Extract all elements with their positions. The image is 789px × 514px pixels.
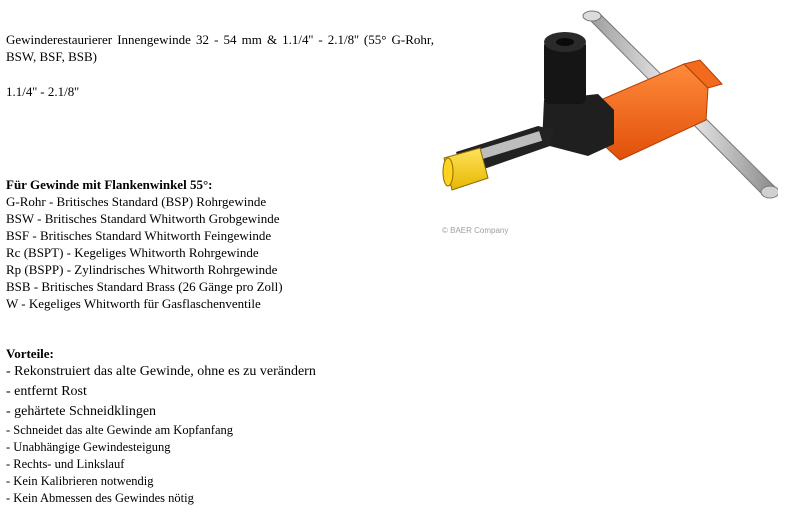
advantage-item: - Kein Abmessen des Gewindes nötig — [6, 491, 194, 505]
size-range: 1.1/4'' - 2.1/8'' — [6, 84, 79, 99]
thread-type-item: Rp (BSPP) - Zylindrisches Whitworth Rohrgewinde — [6, 262, 278, 277]
advantage-item: - Rekonstruiert das alte Gewinde, ohne es zu verändern — [6, 364, 316, 379]
advantage-item: - Schneidet das alte Gewinde am Kopfanfang — [6, 423, 234, 437]
image-copyright: © BAER Company — [442, 226, 509, 235]
advantage-item: - Unabhängige Gewindesteigung — [6, 440, 171, 454]
advantage-item: - Rechts- und Linkslauf — [6, 457, 125, 471]
advantage-item: - Kein Kalibrieren notwendig — [6, 474, 154, 488]
thread-type-item: G-Rohr - Britisches Standard (BSP) Rohrgewinde — [6, 194, 267, 209]
product-title: Gewinderestaurierer Innengewinde 32 - 54 mm & 1.1/4'' - 2.1/8'' (55° G-Rohr, BSW, BSF, BSB) — [6, 32, 434, 64]
thread-types-heading: Für Gewinde mit Flankenwinkel 55°: — [6, 177, 213, 192]
thread-type-item: Rc (BSPT) - Kegeliges Whitworth Rohrgewinde — [6, 245, 259, 260]
thread-type-item: BSW - Britisches Standard Whitworth Grobgewinde — [6, 211, 280, 226]
thread-type-item: W - Kegeliges Whitworth für Gasflaschenventile — [6, 296, 261, 311]
thread-types-section — [6, 176, 283, 312]
advantage-item: - gehärtete Schneidklingen — [6, 404, 157, 419]
product-image — [438, 10, 778, 238]
advantages-section — [6, 345, 316, 507]
thread-type-item: BSF - Britisches Standard Whitworth Feingewinde — [6, 228, 272, 243]
thread-type-item: BSB - Britisches Standard Brass (26 Gänge pro Zoll) — [6, 279, 283, 294]
advantage-item: - entfernt Rost — [6, 384, 87, 399]
advantages-heading: Vorteile: — [6, 346, 54, 361]
